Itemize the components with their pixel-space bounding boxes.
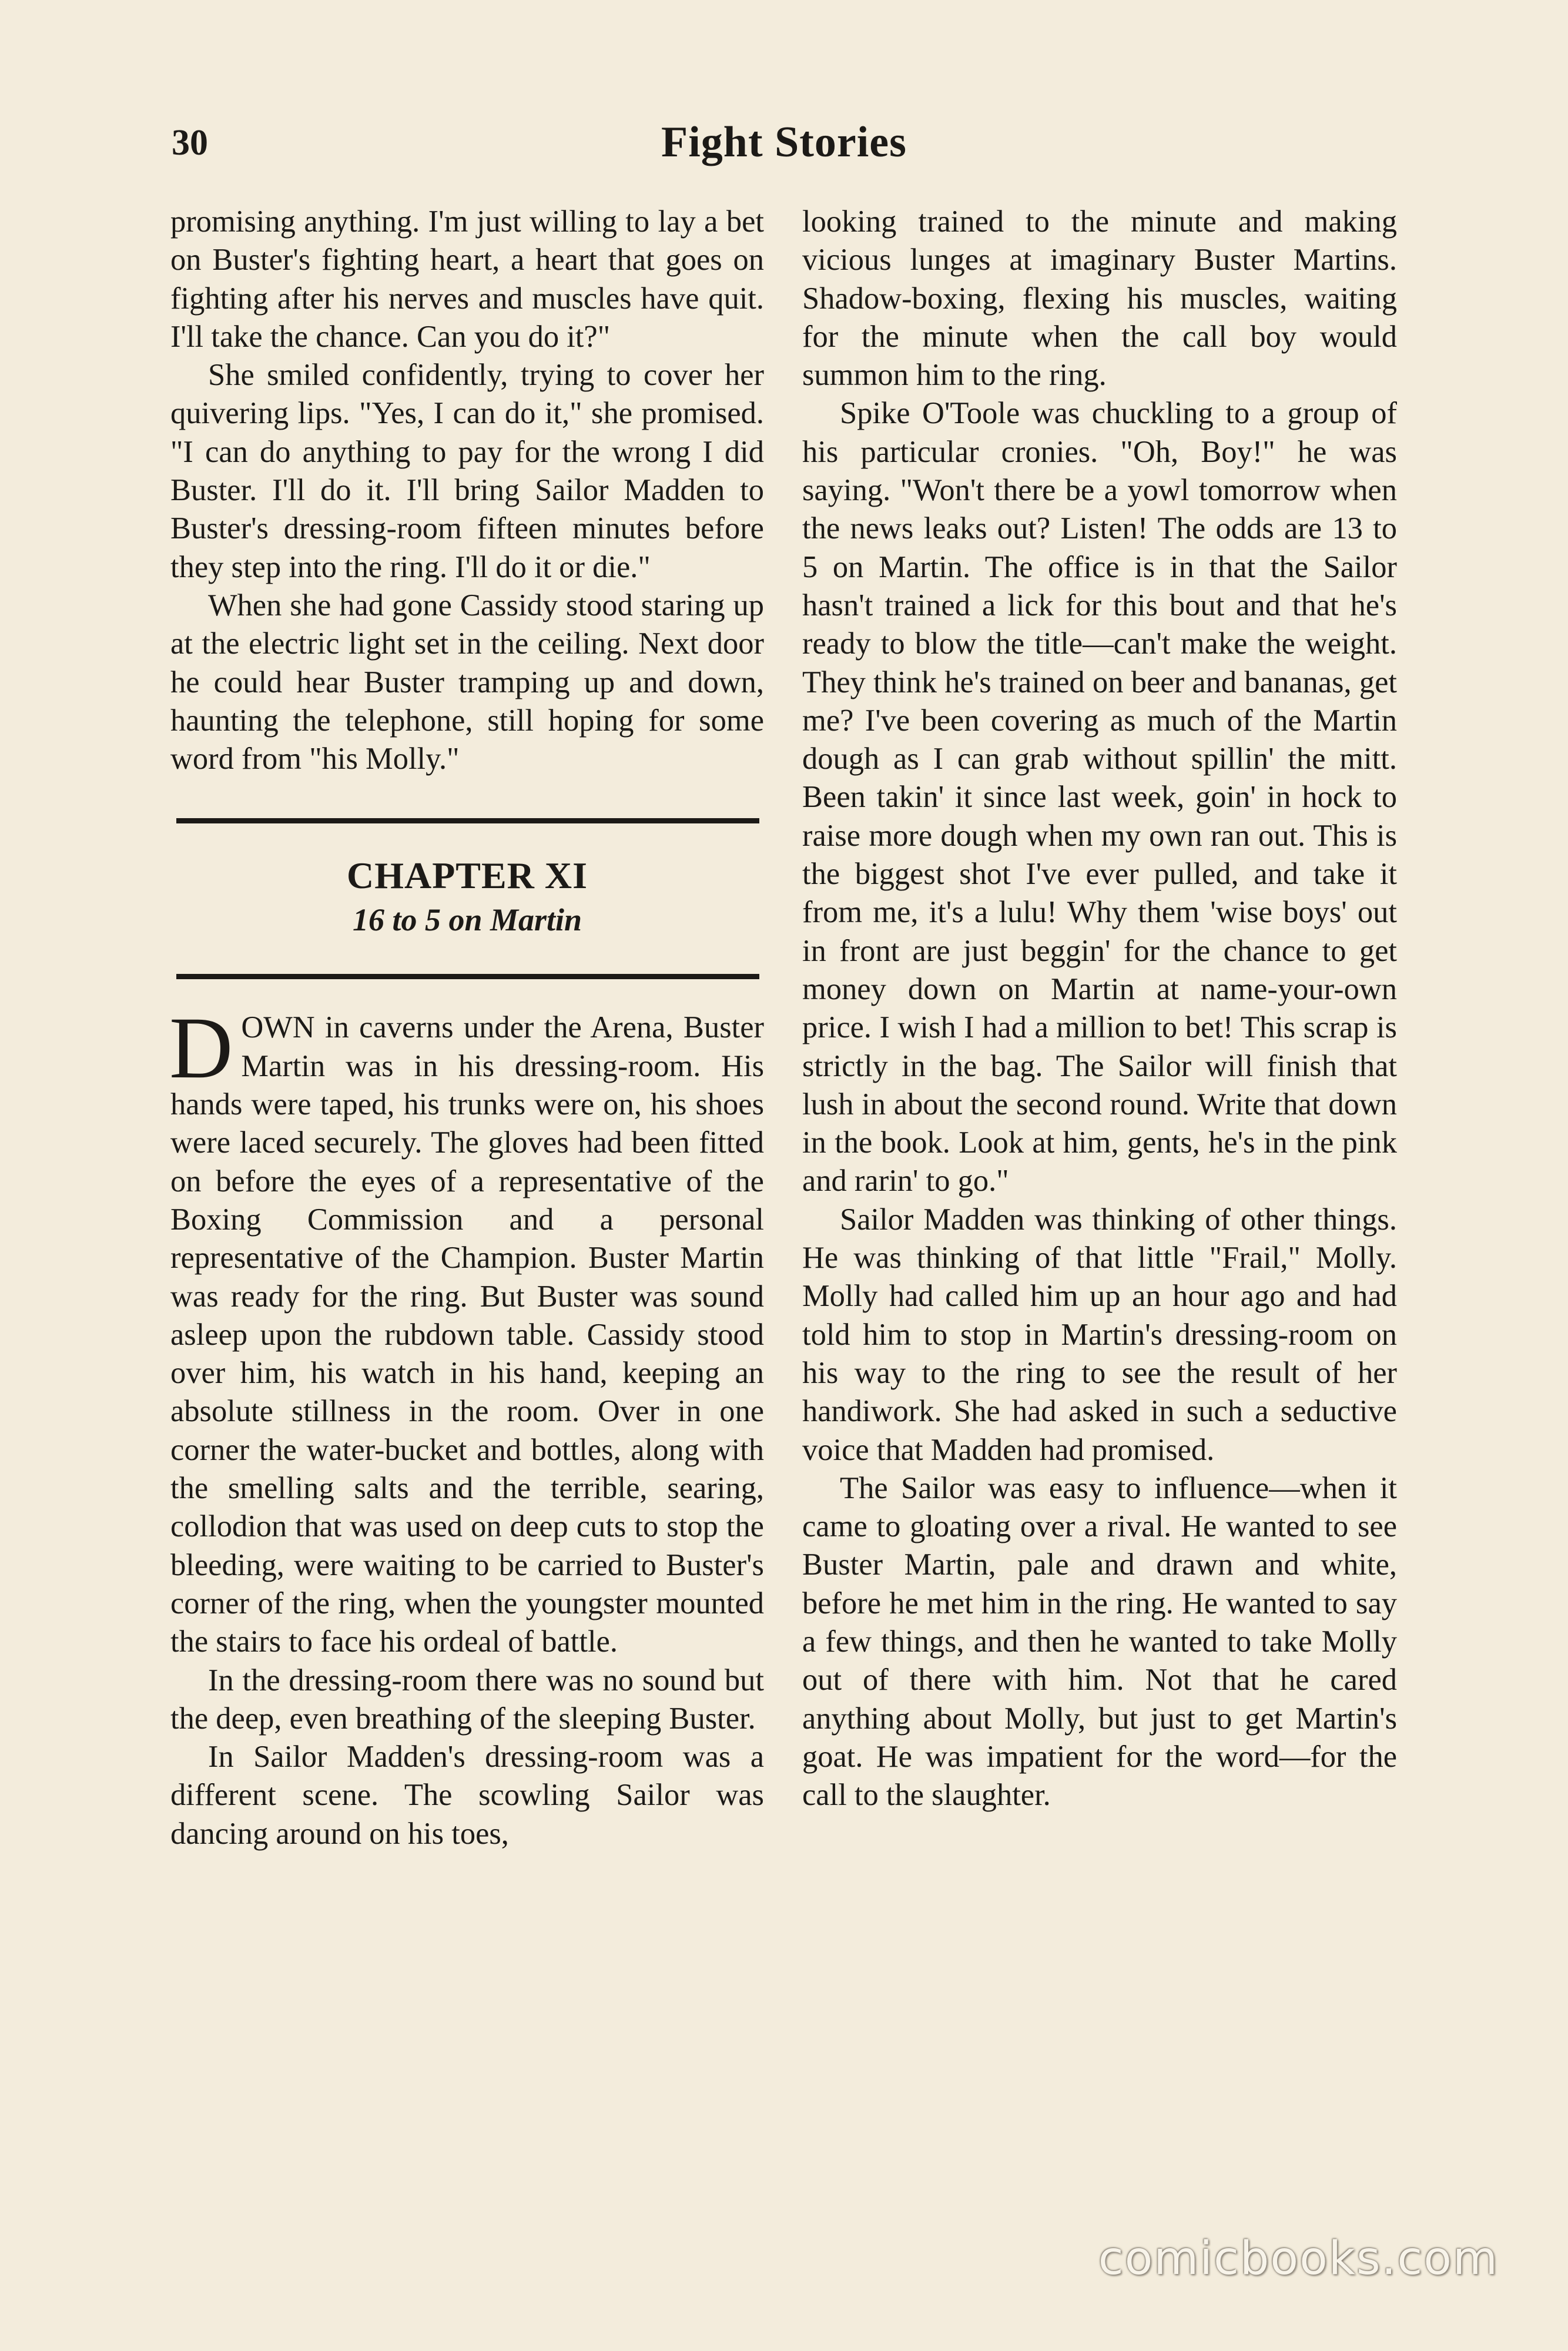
chapter-rule-top	[176, 818, 759, 823]
right-column	[802, 203, 1397, 1814]
paragraph: When she had gone Cassidy stood staring up at the electric light set in the ceiling. Next door he could hear Buster tramping up and down, haunting the telephone, still hoping for some word from "his Molly."	[170, 588, 764, 776]
chapter-subtitle: 16 to 5 on Martin	[352, 902, 582, 938]
paragraph: In the dressing-room there was no sound but the deep, even breathing of the sleeping Buster.	[170, 1663, 764, 1736]
drop-cap: D	[169, 999, 233, 1097]
paragraph: Spike O'Toole was chuckling to a group of his particular cronies. "Oh, Boy!" he was saying. "Won't there be a yowl tomorrow when the news leaks out? Listen! The odds are 13 to 5 on Martin. The office is in that the Sailor hasn't trained a lick for this bout and that he's ready to blow the title—can't make the weight. They think he's trained on beer and bananas, get me? I've been covering as much of the Martin dough as I can grab without spillin' the mitt. Been takin' it since last week, goin' in hock to raise more dough when my own ran out. This is the biggest shot I've ever pulled, and take it from me, it's a lulu! Why them 'wise boys' out in front are just beggin' for the chance to get money down on Martin at name-your-own price. I wish I had a million to bet! This scrap is strictly in the bag. The Sailor will finish that lush in about the second round. Write that down in the book. Look at him, gents, he's in the pink and rarin' to go."	[802, 396, 1397, 1198]
paragraph: The Sailor was easy to influence—when it came to gloating over a rival. He wanted to see Buster Martin, pale and drawn and white, before he met him in the ring. He wanted to say a few things, and then he wanted to take Molly out of there with him. Not that he cared anything about Molly, but just to get Martin's goat. He was impatient for the word—for the call to the slaughter.	[802, 1471, 1397, 1813]
chapter-title-block	[170, 853, 764, 941]
watermark: comicbooks.com	[1098, 2232, 1499, 2285]
chapter-heading: CHAPTER XI	[346, 855, 588, 897]
page-number: 30	[172, 123, 208, 163]
opening-text: OWN in caverns under the Arena, Buster Martin was in his dressing-room. His hands were taped, his trunks were on, his shoes were laced securely. The gloves had been fitted on before the eyes of a representative of the Boxing Commission and a personal representative of the Champion. Buster Martin was ready for the ring. But Buster was sound asleep upon the rubdown table. Cassidy stood over him, his watch in his hand, keeping an absolute stillness in the room. Over in one corner the water-bucket and bottles, along with the smelling salts and the terrible, searing, collodion that was used on deep cuts to stop the bleeding, were waiting to be carried to Buster's corner of the ring, when the youngster mounted the stairs to face his ordeal of battle.	[170, 1010, 764, 1659]
chapter-rule-bottom	[176, 974, 759, 979]
opening-paragraph	[169, 999, 764, 1661]
paragraph: In Sailor Madden's dressing-room was a different scene. The scowling Sailor was dancing around on his toes,	[170, 1740, 764, 1851]
paragraph: looking trained to the minute and making vicious lunges at imaginary Buster Martins. Shadow-boxing, flexing his muscles, waiting for the minute when the call boy would summon him to the ring.	[802, 205, 1397, 393]
paragraph: She smiled confidently, trying to cover her quivering lips. "Yes, I can do it," she promised. "I can do anything to pay for the wrong I did Buster. I'll do it. I'll bring Sailor Madden to Buster's dressing-room fifteen minutes before they step into the ring. I'll do it or die."	[170, 358, 764, 584]
running-title: Fight Stories	[661, 118, 907, 166]
page-header	[0, 118, 1568, 188]
paragraph: promising anything. I'm just willing to lay a bet on Buster's fighting heart, a heart that goes on fighting after his nerves and muscles have quit. I'll take the chance. Can you do it?"	[170, 205, 764, 354]
left-column	[170, 203, 764, 1853]
paragraph: Sailor Madden was thinking of other things. He was thinking of that little "Frail," Molly. Molly had called him up an hour ago and had told him to stop in Martin's dressing-room on his way to the ring to see the result of her handiwork. She had asked in such a seductive voice that Madden had promised.	[802, 1202, 1397, 1467]
